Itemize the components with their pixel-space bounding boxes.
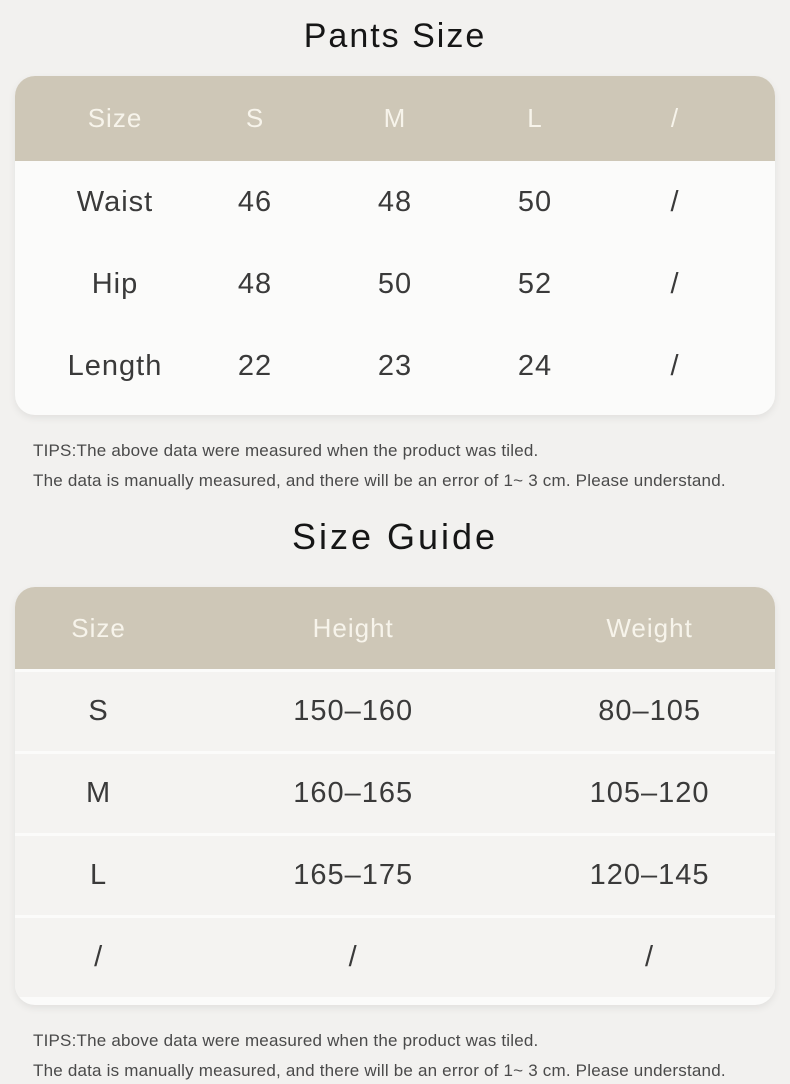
header-cell: L — [527, 103, 543, 133]
header-cell: Size — [87, 103, 143, 133]
header-cell: S — [245, 103, 265, 133]
table-row — [15, 669, 775, 751]
cell-value: 48 — [377, 185, 413, 218]
header-cell: Size — [71, 612, 126, 643]
cell-value: 120–145 — [589, 859, 710, 891]
cell-value: 24 — [517, 349, 553, 382]
cell-value: 150–160 — [293, 695, 414, 727]
cell-value: 165–175 — [293, 859, 414, 891]
table-row — [15, 325, 775, 407]
row-label: M — [86, 777, 112, 809]
cell-value: 80–105 — [598, 695, 701, 727]
tips-line-1: TIPS:The above data were measured when the product was tiled. — [33, 1031, 539, 1050]
cell-value: 105–120 — [589, 777, 710, 809]
cell-value: / — [348, 941, 358, 973]
cell-value: 48 — [237, 267, 273, 300]
pants-table-body — [15, 161, 775, 415]
cell-value: 23 — [377, 349, 413, 382]
cell-value: 50 — [377, 267, 413, 300]
pants-size-title: Pants Size — [303, 17, 487, 55]
table-row — [15, 751, 775, 833]
header-cell: / — [670, 103, 680, 133]
pants-tips — [33, 441, 757, 491]
tips-line-1: TIPS:The above data were measured when the product was tiled. — [33, 441, 539, 460]
guide-table-body — [15, 669, 775, 1005]
table-row — [15, 915, 775, 997]
tips-line-2: The data is manually measured, and there will be an error of 1~ 3 cm. Please understand. — [33, 471, 726, 490]
size-guide-table — [15, 587, 775, 1005]
cell-value: 160–165 — [293, 777, 414, 809]
tips-line-2: The data is manually measured, and there will be an error of 1~ 3 cm. Please understand. — [33, 1061, 726, 1080]
cell-value: 52 — [517, 267, 553, 300]
cell-value: / — [670, 349, 680, 382]
cell-value: 46 — [237, 185, 273, 218]
row-label: / — [94, 941, 104, 973]
size-guide-title: Size Guide — [291, 516, 499, 557]
row-label: Hip — [91, 267, 139, 300]
guide-tips — [33, 1031, 757, 1081]
table-row — [15, 243, 775, 325]
pants-size-table — [15, 76, 775, 415]
pants-table-header-row — [15, 76, 775, 161]
cell-value: 50 — [517, 185, 553, 218]
cell-value: 22 — [237, 349, 273, 382]
row-label: Length — [67, 349, 163, 382]
cell-value: / — [670, 185, 680, 218]
header-cell: Height — [312, 612, 394, 643]
row-label: Waist — [76, 185, 154, 218]
row-label: L — [90, 859, 108, 891]
header-cell: M — [383, 103, 407, 133]
table-row — [15, 833, 775, 915]
cell-value: / — [670, 267, 680, 300]
table-row — [15, 161, 775, 243]
row-label: S — [88, 695, 109, 727]
guide-table-header-row — [15, 587, 775, 669]
cell-value: / — [645, 941, 655, 973]
header-cell: Weight — [606, 612, 693, 643]
